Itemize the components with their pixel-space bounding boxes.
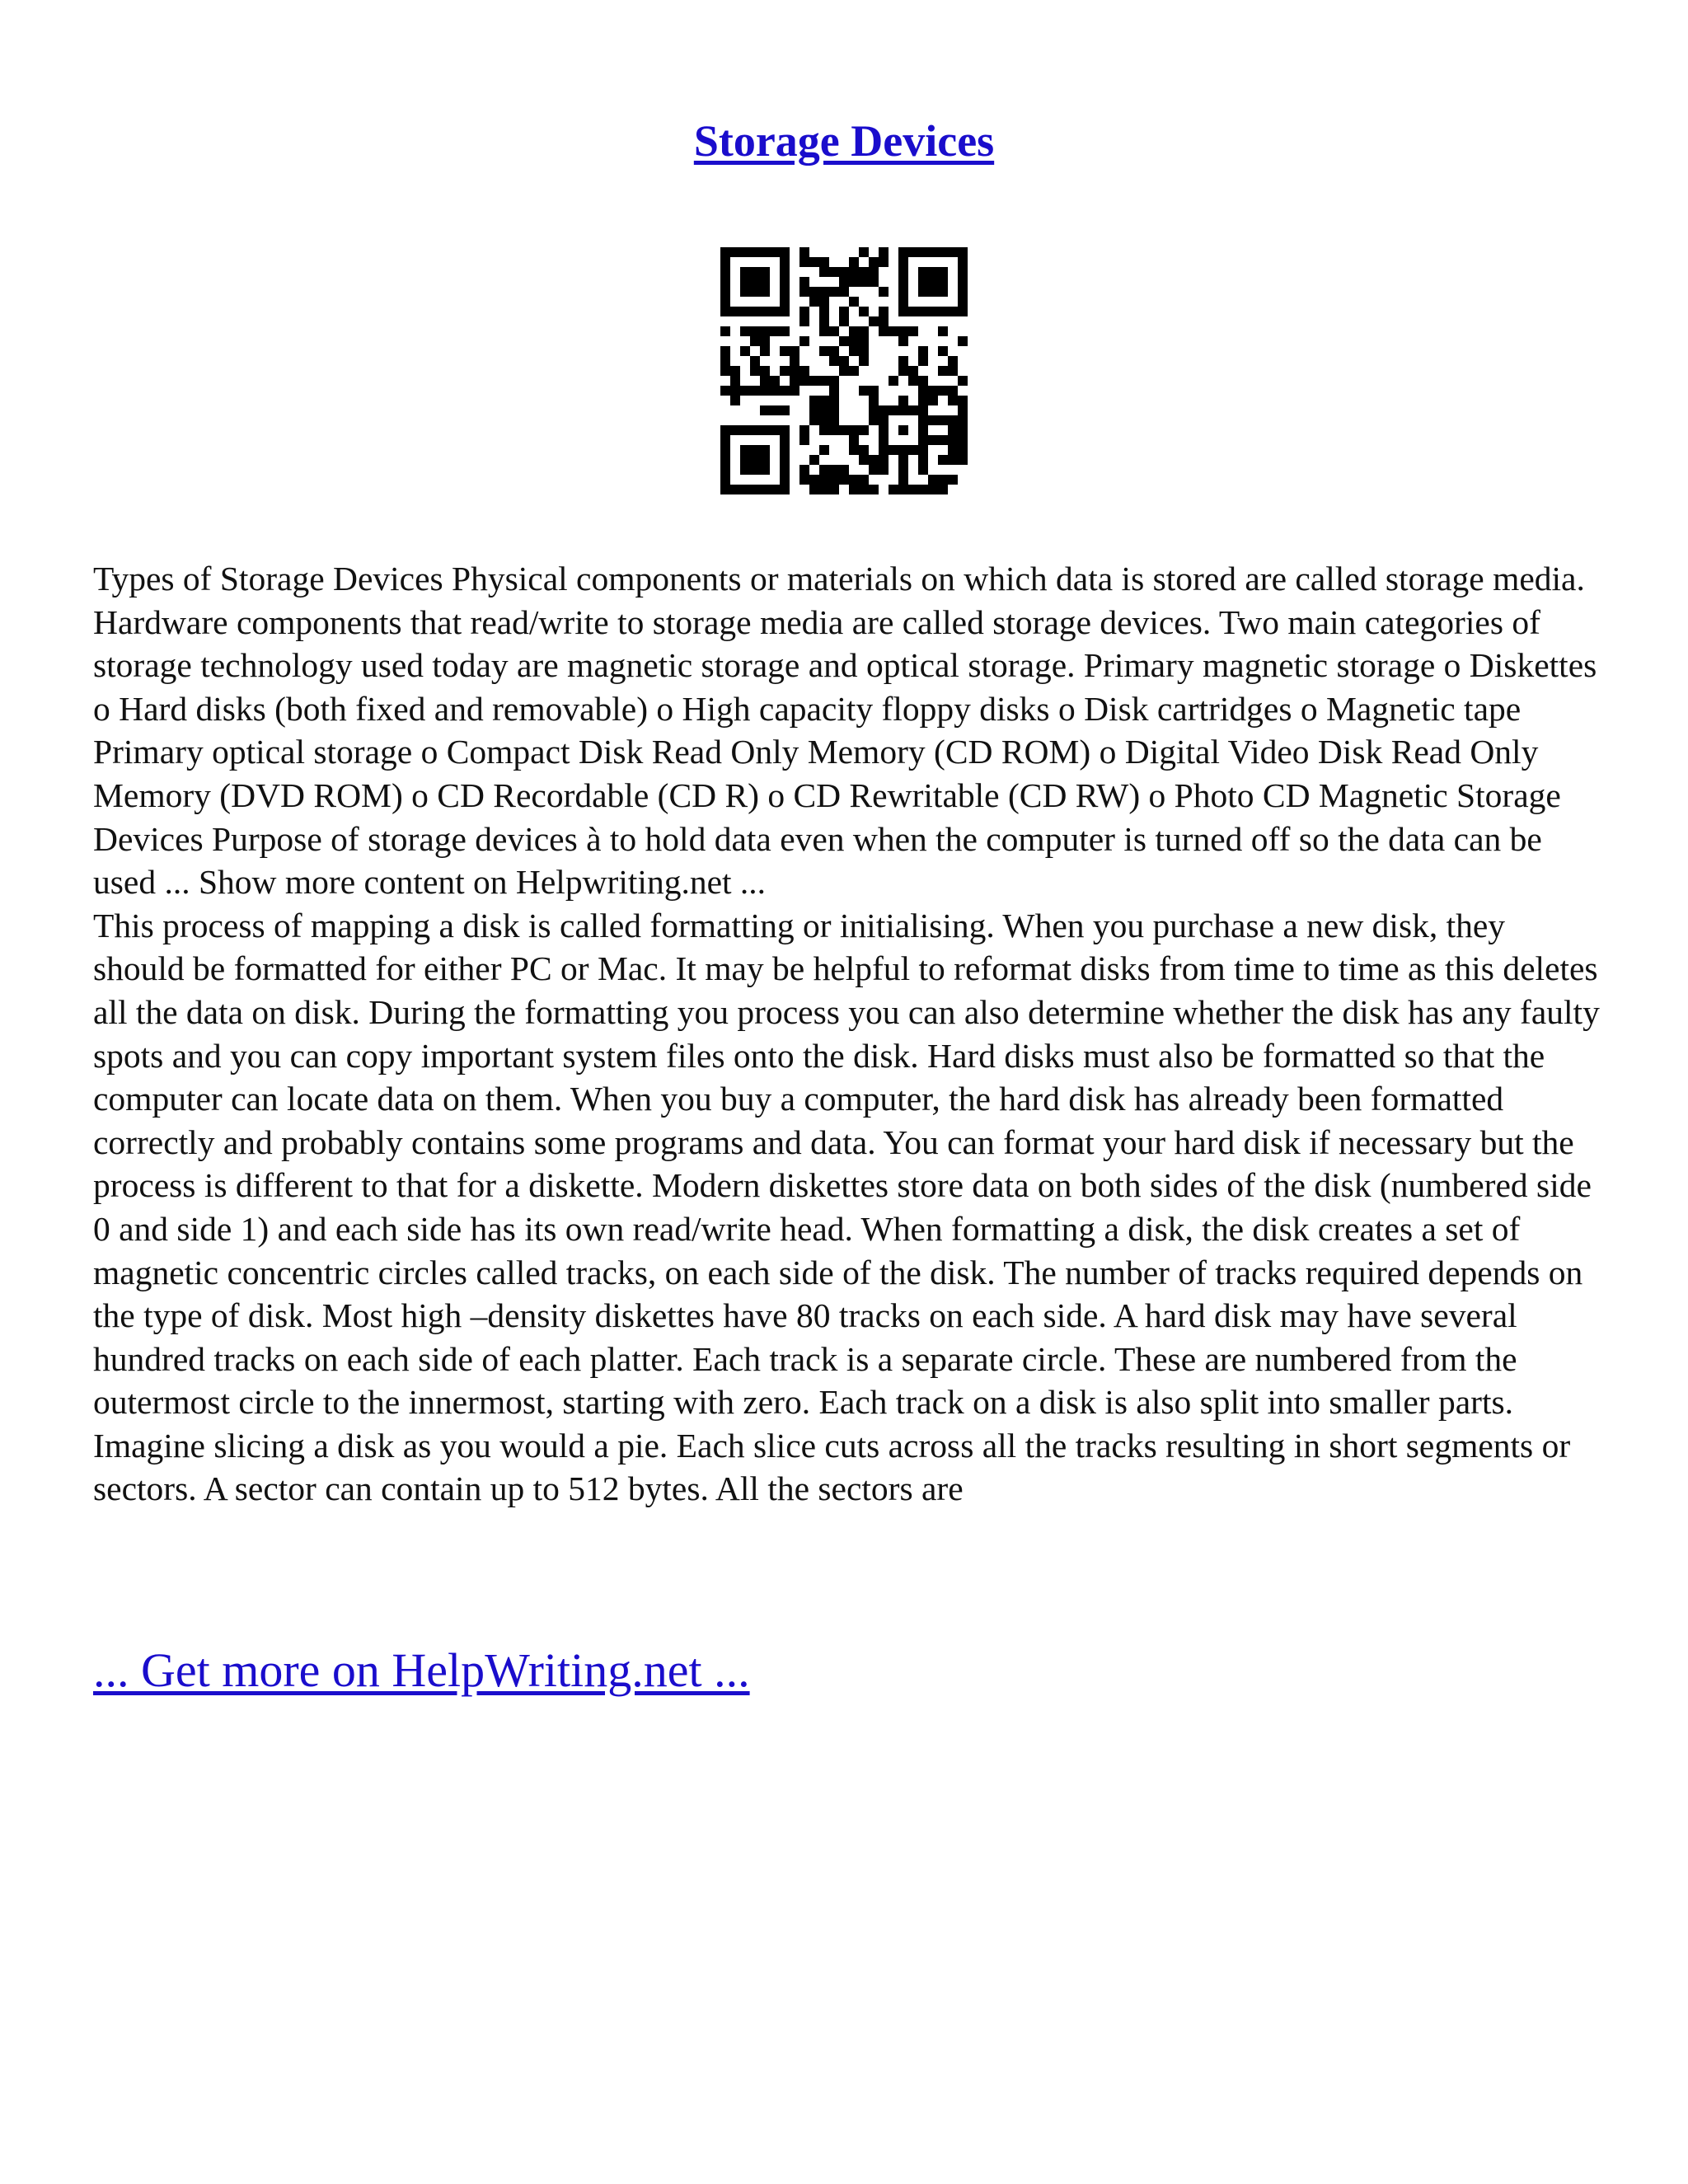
- get-more-link[interactable]: ... Get more on HelpWriting.net ...: [93, 1643, 750, 1697]
- more-link-container: [93, 1643, 750, 1698]
- qr-code-icon: [720, 247, 968, 494]
- paragraph-formatting: This process of mapping a disk is called formatting or initialising. When you purchase a new disk, they should be formatted for either PC or Mac. It may be helpful to reformat disks from time to time as this deletes all the data on disk. During the formatting you process you can also determine whether the disk has any faulty spots and you can copy important system files onto the disk. Hard disks must also be formatted so that the computer can locate data on them. When you buy a computer, the hard disk has already been formatted correctly and probably contains some programs and data. You can format your hard disk if necessary but the process is different to that for a diskette. Modern diskettes store data on both sides of the disk (numbered side 0 and side 1) and each side has its own read/write head. When formatting a disk, the disk creates a set of magnetic concentric circles called tracks, on each side of the disk. The number of tracks required depends on the type of disk. Most high –density diskettes have 80 tracks on each side. A hard disk may have several hundred tracks on each side of each platter. Each track is a separate circle. These are numbered from the outermost circle to the innermost, starting with zero. Each track on a disk is also split into smaller parts. Imagine slicing a disk as you would a pie. Each slice cuts across all the tracks resulting in short segments or sectors. A sector can contain up to 512 bytes. All the sectors are: [93, 906, 1600, 1508]
- title-container: [0, 115, 1688, 166]
- paragraph-intro: Types of Storage Devices Physical components or materials on which data is stored are called storage media. Hardware components that read/write to storage media are called storage devices. Two main categories of storage technology used today are magnetic storage and optical storage. Primary magnetic storage o Diskettes o Hard disks (both fixed and removable) o High capacity floppy disks o Disk cartridges o Magnetic tape Primary optical storage o Compact Disk Read Only Memory (CD ROM) o Digital Video Disk Read Only Memory (DVD ROM) o CD Recordable (CD R) o CD Rewritable (CD RW) o Photo CD Magnetic Storage Devices Purpose of storage devices à to hold data even when the computer is turned off so the data can be used ... Show more content on Helpwriting.net ...: [93, 560, 1597, 902]
- page-title-link[interactable]: Storage Devices: [693, 116, 995, 166]
- body-text: [93, 557, 1601, 1511]
